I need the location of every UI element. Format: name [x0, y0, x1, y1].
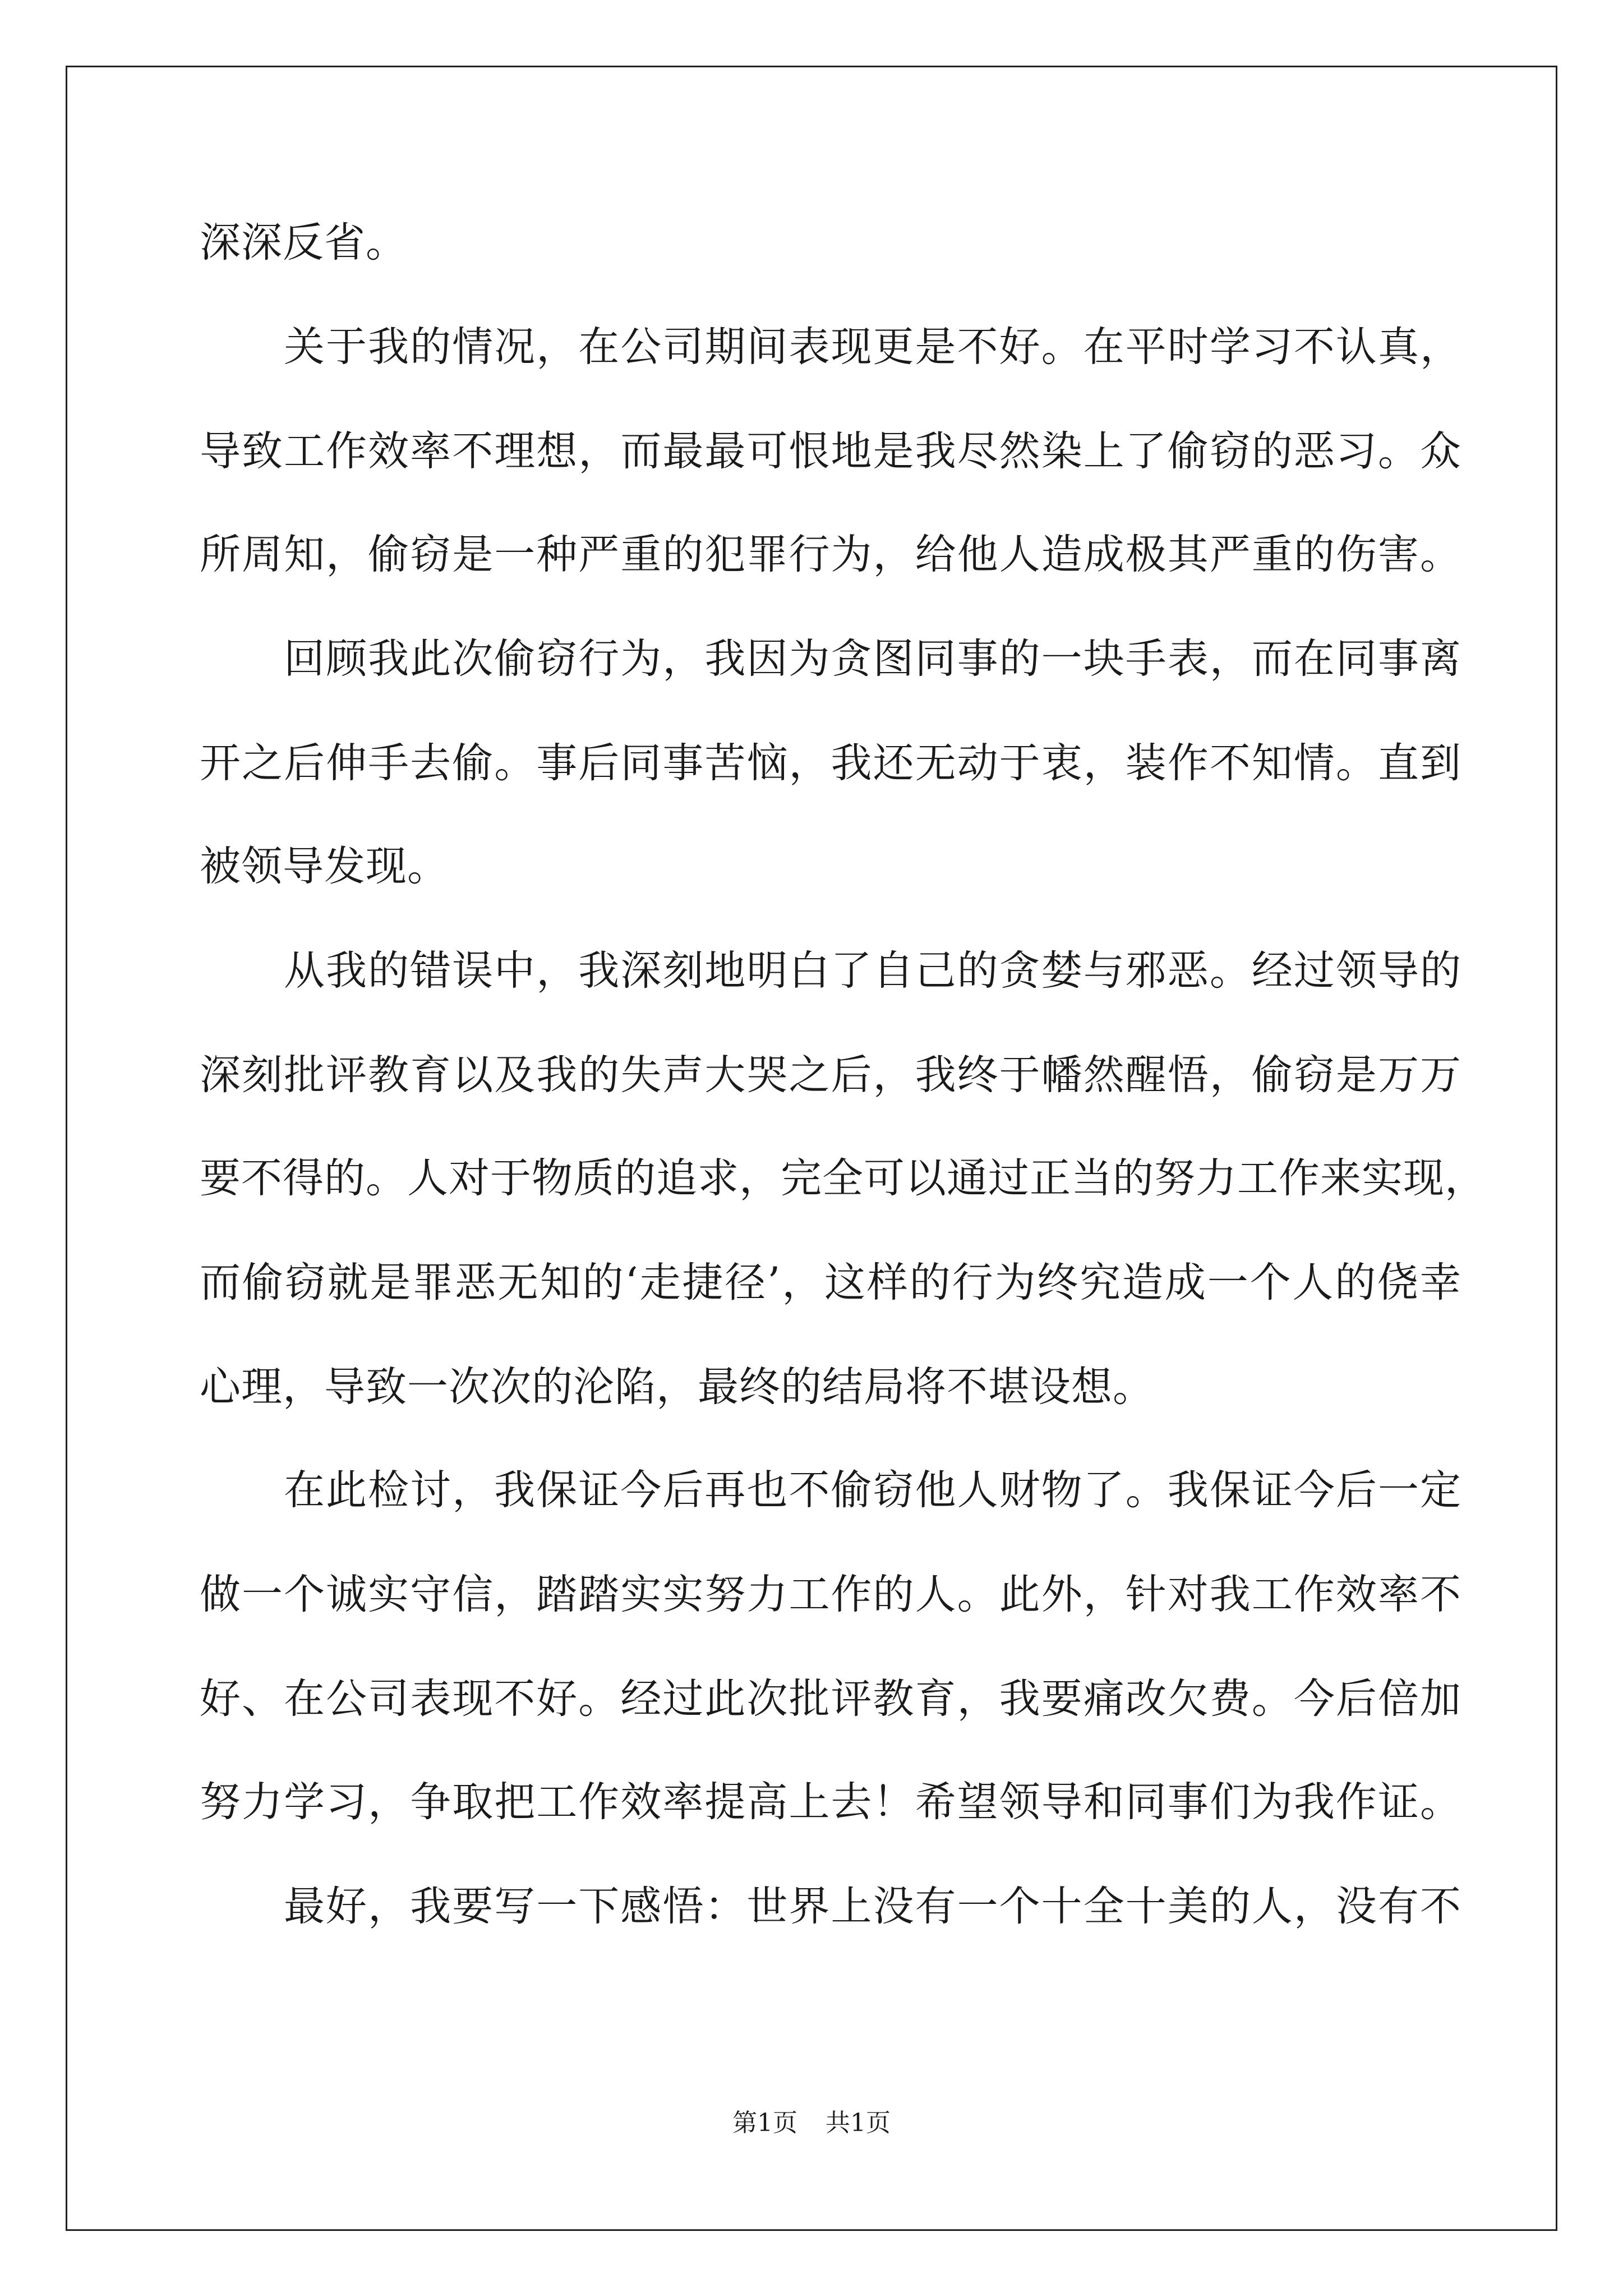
text-line: 关于我的情况，在公司期间表现更是不好。在平时学习不认真，	[284, 323, 1461, 371]
text-line: 深深反省。	[200, 219, 407, 266]
text-line: 最好，我要写一下感悟：世界上没有一个十全十美的人，没有不	[284, 1883, 1461, 1930]
page-number-label: 第1页	[732, 2109, 797, 2137]
text-line: 心理，导致一次次的沦陷，最终的结局将不堪设想。	[200, 1363, 1154, 1411]
text-line: 被领导发现。	[200, 843, 449, 890]
text-line: 开之后伸手去偷。事后同事苦恼，我还无动于衷，装作不知情。直到	[200, 739, 1461, 787]
text-line: 回顾我此次偷窃行为，我因为贪图同事的一块手表，而在同事离	[284, 635, 1461, 683]
text-line: 深刻批评教育以及我的失声大哭之后，我终于幡然醒悟，偷窃是万万	[200, 1051, 1461, 1099]
text-line: 在此检讨，我保证今后再也不偷窃他人财物了。我保证今后一定	[284, 1466, 1461, 1514]
text-line: 努力学习，争取把工作效率提高上去！希望领导和同事们为我作证。	[200, 1778, 1461, 1826]
text-line: 好、在公司表现不好。经过此次批评教育，我要痛改欠费。今后倍加	[200, 1675, 1461, 1723]
text-line: 做一个诚实守信，踏踏实实努力工作的人。此外，针对我工作效率不	[200, 1571, 1461, 1618]
page-total-label: 共1页	[826, 2109, 891, 2137]
text-line: 导致工作效率不理想，而最最可恨地是我尽然染上了偷窃的恶习。众	[200, 427, 1461, 475]
text-line: 要不得的。人对于物质的追求，完全可以通过正当的努力工作来实现，	[200, 1154, 1486, 1202]
text-line: 从我的错误中，我深刻地明白了自己的贪婪与邪恶。经过领导的	[284, 947, 1461, 995]
text-line: 所周知，偷窃是一种严重的犯罪行为，给他人造成极其严重的伤害。	[200, 531, 1461, 578]
text-line: 而偷窃就是罪恶无知的‘走捷径’，这样的行为终究造成一个人的侥幸	[200, 1259, 1461, 1306]
page-footer	[0, 2106, 1623, 2140]
